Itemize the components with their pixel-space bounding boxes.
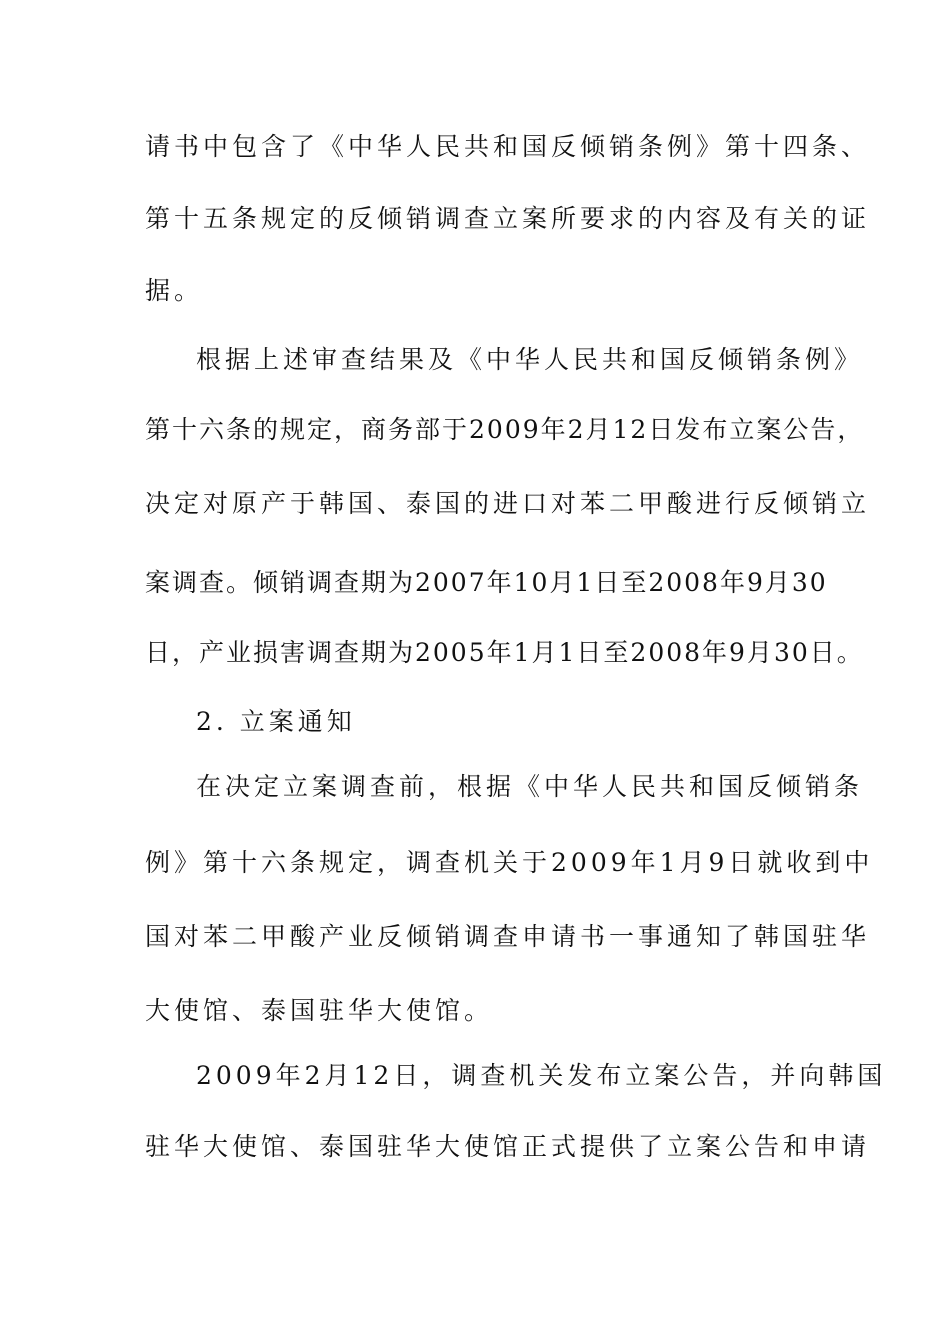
text-line: 请书中包含了《中华人民共和国反倾销条例》第十四条、 <box>145 132 871 161</box>
text-line: 国对苯二甲酸产业反倾销调查申请书一事通知了韩国驻华 <box>145 922 871 951</box>
paragraph-first-line: 在决定立案调查前，根据《中华人民共和国反倾销条 <box>196 772 864 801</box>
section-heading: 2. 立案通知 <box>196 707 356 736</box>
text-line: 案调查。倾销调查期为2007年10月1日至2008年9月30 <box>145 568 828 597</box>
text-line: 大使馆、泰国驻华大使馆。 <box>145 996 494 1025</box>
text-line: 例》第十六条规定，调查机关于2009年1月9日就收到中 <box>145 848 874 877</box>
text-line: 第十五条规定的反倾销调查立案所要求的内容及有关的证 <box>145 204 871 233</box>
text-line: 日，产业损害调查期为2005年1月1日至2008年9月30日。 <box>145 638 864 667</box>
text-line: 第十六条的规定，商务部于2009年2月12日发布立案公告， <box>145 415 865 444</box>
text-line: 驻华大使馆、泰国驻华大使馆正式提供了立案公告和申请 <box>145 1132 871 1161</box>
paragraph-first-line: 根据上述审查结果及《中华人民共和国反倾销条例》 <box>196 345 864 374</box>
text-line: 决定对原产于韩国、泰国的进口对苯二甲酸进行反倾销立 <box>145 489 871 518</box>
text-line: 据。 <box>145 276 204 305</box>
paragraph-first-line: 2009年2月12日，调查机关发布立案公告，并向韩国 <box>196 1061 887 1090</box>
